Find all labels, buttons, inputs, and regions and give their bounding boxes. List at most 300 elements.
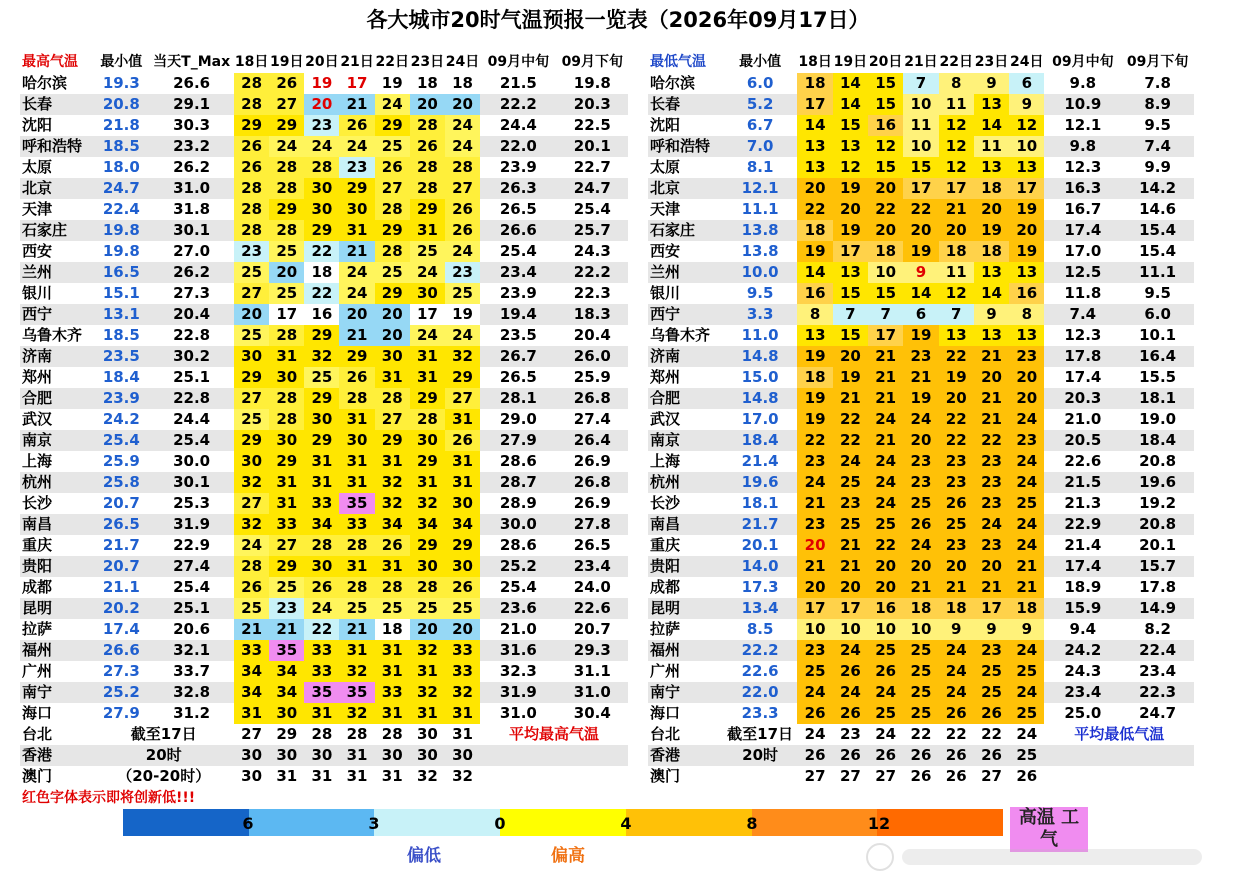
day-temp: 15	[903, 157, 938, 178]
day-temp: 31	[452, 725, 473, 743]
day-temp: 30	[304, 178, 339, 199]
min-value: 17.4	[102, 620, 140, 638]
day-temp: 21	[974, 346, 1009, 367]
min-value: 21.4	[741, 452, 779, 470]
mid-month-value: 28.6	[499, 536, 537, 554]
day-temp: 21	[339, 241, 374, 262]
late-month-value: 27.4	[573, 410, 611, 428]
header-cell: 最高气温	[22, 54, 78, 70]
late-month-value: 17.8	[1139, 578, 1177, 596]
mid-month-value: 10.9	[1044, 94, 1121, 115]
mid-month-value: 12.5	[1044, 262, 1121, 283]
min-value: 20.1	[741, 536, 779, 554]
city-row	[20, 178, 628, 199]
min-value: 24.2	[102, 410, 140, 428]
mid-month-value: 28.9	[499, 494, 537, 512]
day-temp: 25	[1009, 703, 1044, 724]
extra-row	[20, 766, 628, 787]
city-name: 西宁	[20, 304, 93, 325]
city-name: 广州	[22, 662, 53, 680]
day-temp: 30	[445, 493, 480, 514]
mid-month-value: 21.5	[1044, 472, 1121, 493]
day-temp: 22	[974, 430, 1009, 451]
day-temp: 13	[797, 157, 832, 178]
mid-month-value: 17.0	[1064, 242, 1102, 260]
note-text: 截至17日	[130, 725, 197, 743]
tmax-value: 30.3	[173, 116, 211, 134]
day-temp: 35	[304, 682, 339, 703]
tmax-value: 22.8	[173, 326, 211, 344]
day-temp: 12	[939, 115, 974, 136]
late-month-value: 8.9	[1121, 94, 1194, 115]
late-month-value: 31.0	[557, 682, 628, 703]
mid-month-value: 17.8	[1044, 346, 1121, 367]
city-row	[648, 577, 1194, 598]
average-label: 平均最低气温	[1074, 725, 1165, 743]
day-temp: 24	[269, 136, 304, 157]
day-temp: 27	[445, 388, 480, 409]
day-temp: 22	[939, 346, 974, 367]
extra-row	[20, 724, 628, 745]
day-temp: 32	[410, 682, 445, 703]
day-temp: 14	[797, 115, 832, 136]
day-temp: 14	[974, 115, 1009, 136]
header-cell: 最小值	[739, 54, 782, 70]
city-name: 台北	[650, 725, 681, 743]
day-temp: 33	[445, 640, 480, 661]
late-month-value: 26.8	[557, 388, 628, 409]
day-temp: 31	[339, 640, 374, 661]
day-temp: 17	[269, 304, 304, 325]
day-temp: 32	[375, 472, 410, 493]
day-temp: 21	[797, 493, 832, 514]
city-row	[20, 661, 628, 682]
min-value: 13.4	[723, 598, 798, 619]
day-temp: 27	[269, 535, 304, 556]
day-temp: 29	[269, 451, 304, 472]
city-row	[648, 136, 1194, 157]
day-temp: 31	[410, 220, 445, 241]
tmax-value: 25.1	[149, 598, 234, 619]
city-name: 成都	[650, 578, 681, 596]
day-temp: 24	[868, 493, 903, 514]
tmax-value: 25.4	[149, 430, 234, 451]
city-name: 澳门	[22, 767, 53, 785]
day-temp: 28	[410, 178, 445, 199]
day-temp: 18	[304, 262, 339, 283]
day-temp: 24	[903, 409, 938, 430]
day-temp: 30	[304, 199, 339, 220]
day-temp: 22	[797, 199, 832, 220]
day-temp: 24	[939, 682, 974, 703]
city-row	[20, 640, 628, 661]
min-value: 17.3	[741, 578, 779, 596]
late-month-value: 20.3	[557, 94, 628, 115]
mid-month-value: 9.8	[1069, 74, 1097, 92]
day-temp: 9	[903, 262, 938, 283]
day-temp: 24	[875, 725, 897, 743]
min-value: 20.8	[93, 94, 149, 115]
day-temp: 24	[410, 325, 445, 346]
late-month-value: 22.3	[573, 284, 611, 302]
min-value: 9.5	[746, 284, 774, 302]
late-month-value: 24.7	[1139, 704, 1177, 722]
city-row	[20, 199, 628, 220]
day-temp: 27	[241, 725, 263, 743]
mid-month-value: 15.9	[1044, 598, 1121, 619]
min-value: 6.0	[746, 74, 774, 92]
min-value: 20.2	[93, 598, 149, 619]
day-temp: 26	[939, 703, 974, 724]
late-month-value: 24.0	[573, 578, 611, 596]
day-temp: 25	[833, 514, 868, 535]
day-temp: 26	[234, 136, 269, 157]
min-value: 7.0	[723, 136, 798, 157]
city-row	[20, 598, 628, 619]
day-temp: 18	[797, 367, 832, 388]
day-temp: 30	[269, 367, 304, 388]
city-row	[20, 619, 628, 640]
min-value: 23.5	[93, 346, 149, 367]
day-temp: 23	[339, 157, 374, 178]
mid-month-value: 27.9	[480, 430, 557, 451]
day-temp: 24	[445, 115, 480, 136]
note-text: （20-20时）	[117, 767, 211, 785]
city-row	[20, 283, 628, 304]
day-temp: 31	[311, 767, 333, 785]
day-temp: 24	[1016, 725, 1038, 743]
day-temp: 9	[974, 304, 1009, 325]
day-temp: 9	[1009, 619, 1044, 640]
day-temp: 31	[346, 767, 368, 785]
day-temp: 17	[410, 304, 445, 325]
day-temp: 23	[1009, 430, 1044, 451]
day-temp: 33	[375, 682, 410, 703]
day-temp: 20	[1009, 388, 1044, 409]
day-temp: 21	[939, 577, 974, 598]
day-temp: 30	[234, 346, 269, 367]
city-name: 济南	[20, 346, 93, 367]
late-month-value: 16.4	[1121, 346, 1194, 367]
day-temp: 18	[1009, 598, 1044, 619]
mid-month-value: 21.0	[499, 620, 537, 638]
tmax-value: 29.1	[149, 94, 234, 115]
day-temp: 19	[797, 241, 832, 262]
city-name: 南京	[20, 430, 93, 451]
mid-month-value: 21.4	[1064, 536, 1102, 554]
day-temp: 31	[276, 767, 298, 785]
day-temp: 26	[445, 220, 480, 241]
day-temp: 28	[234, 556, 269, 577]
day-temp: 30	[410, 745, 445, 766]
day-temp: 28	[410, 115, 445, 136]
day-temp: 8	[797, 304, 832, 325]
day-temp: 24	[939, 640, 974, 661]
day-temp: 27	[445, 178, 480, 199]
day-temp: 30	[339, 430, 374, 451]
day-temp: 31	[304, 472, 339, 493]
day-temp: 26	[410, 136, 445, 157]
late-month-value: 15.5	[1139, 368, 1177, 386]
day-temp: 23	[903, 472, 938, 493]
day-temp: 26	[797, 745, 832, 766]
mid-month-value: 21.0	[1064, 410, 1102, 428]
city-name: 昆明	[648, 598, 723, 619]
min-value: 19.3	[102, 74, 140, 92]
city-name: 贵阳	[20, 556, 93, 577]
day-temp: 22	[910, 725, 932, 743]
day-temp: 24	[445, 241, 480, 262]
day-temp: 31	[269, 493, 304, 514]
day-temp: 30	[269, 430, 304, 451]
day-temp: 26	[974, 703, 1009, 724]
day-temp: 24	[833, 682, 868, 703]
late-month-value: 24.3	[573, 242, 611, 260]
header-cell: 当天T_Max	[153, 54, 231, 70]
late-month-value: 14.2	[1121, 178, 1194, 199]
mid-month-value: 26.6	[480, 220, 557, 241]
day-temp: 30	[339, 199, 374, 220]
min-value: 22.2	[723, 640, 798, 661]
day-temp: 24	[1009, 472, 1044, 493]
day-temp: 9	[974, 619, 1009, 640]
day-temp: 33	[304, 640, 339, 661]
day-temp: 25	[974, 682, 1009, 703]
day-temp: 32	[339, 661, 374, 682]
day-temp: 7	[903, 73, 938, 94]
day-temp: 27	[875, 767, 897, 785]
day-temp: 24	[1009, 535, 1044, 556]
day-temp: 17	[797, 94, 832, 115]
day-temp: 27	[234, 493, 269, 514]
city-row	[20, 136, 628, 157]
min-value: 5.2	[723, 94, 798, 115]
tmax-value: 27.0	[173, 242, 211, 260]
city-row	[20, 682, 628, 703]
day-temp: 20	[234, 304, 269, 325]
day-temp: 20	[939, 556, 974, 577]
day-temp: 17	[1009, 178, 1044, 199]
mid-month-value: 25.4	[499, 242, 537, 260]
day-temp: 19	[939, 367, 974, 388]
late-month-value: 19.8	[573, 74, 611, 92]
day-temp: 25	[234, 409, 269, 430]
mid-month-value: 29.0	[499, 410, 537, 428]
late-month-value: 18.3	[557, 304, 628, 325]
tmax-value: 30.2	[149, 346, 234, 367]
day-temp: 24	[833, 451, 868, 472]
day-temp: 7	[868, 304, 903, 325]
mid-month-value: 23.9	[499, 284, 537, 302]
day-temp: 24	[974, 514, 1009, 535]
day-temp: 19	[833, 178, 868, 199]
day-temp: 26	[339, 115, 374, 136]
min-value: 25.8	[93, 472, 149, 493]
header-cell: 23日	[410, 54, 445, 70]
city-name: 广州	[650, 662, 681, 680]
day-temp: 26	[304, 577, 339, 598]
day-temp: 25	[234, 598, 269, 619]
city-row	[648, 703, 1194, 724]
day-temp: 28	[410, 157, 445, 178]
day-temp: 23	[445, 262, 480, 283]
legend-swatch	[123, 809, 249, 836]
city-row	[20, 514, 628, 535]
day-temp: 21	[833, 556, 868, 577]
average-label	[1044, 766, 1194, 787]
tmax-value: 27.3	[173, 284, 211, 302]
mid-month-value: 26.5	[499, 200, 537, 218]
day-temp: 24	[833, 640, 868, 661]
city-row	[20, 388, 628, 409]
day-temp: 26	[375, 535, 410, 556]
header-cell: 20日	[305, 54, 339, 70]
late-month-value: 22.6	[557, 598, 628, 619]
city-row	[648, 94, 1194, 115]
min-value: 18.4	[723, 430, 798, 451]
day-temp: 34	[445, 514, 480, 535]
city-name: 杭州	[20, 472, 93, 493]
extra-row	[648, 724, 1194, 745]
legend-warm-word: 偏高	[551, 846, 585, 866]
day-temp: 24	[797, 682, 832, 703]
day-temp: 19	[833, 220, 868, 241]
min-value: 19.8	[102, 242, 140, 260]
day-temp: 28	[234, 178, 269, 199]
day-temp: 25	[903, 640, 938, 661]
min-value: 16.5	[93, 262, 149, 283]
day-temp: 28	[339, 577, 374, 598]
day-temp: 20	[868, 577, 903, 598]
min-value: 8.5	[746, 620, 774, 638]
day-temp: 34	[269, 661, 304, 682]
day-temp: 22	[304, 619, 339, 640]
legend-swatch	[752, 809, 878, 836]
mid-month-value: 26.5	[499, 368, 537, 386]
day-temp: 19	[1009, 199, 1044, 220]
day-temp: 10	[833, 619, 868, 640]
day-temp: 29	[304, 325, 339, 346]
city-row	[648, 304, 1194, 325]
header-cell: 21日	[904, 54, 938, 70]
city-row	[20, 325, 628, 346]
min-value: 15.1	[102, 284, 140, 302]
day-temp: 18	[797, 220, 832, 241]
day-temp: 18	[939, 598, 974, 619]
tmax-value: 31.2	[173, 704, 211, 722]
day-temp: 24	[1009, 682, 1044, 703]
day-temp: 20	[445, 94, 480, 115]
day-temp: 25	[269, 283, 304, 304]
day-temp: 14	[833, 73, 868, 94]
day-temp: 24	[1009, 514, 1044, 535]
city-row	[648, 73, 1194, 94]
mid-month-value: 28.1	[480, 388, 557, 409]
day-temp: 20	[974, 556, 1009, 577]
city-name: 哈尔滨	[22, 74, 68, 92]
late-month-value: 31.1	[573, 662, 611, 680]
city-name: 哈尔滨	[650, 74, 696, 92]
min-value: 24.7	[93, 178, 149, 199]
day-temp: 31	[445, 472, 480, 493]
min-value: 17.0	[741, 410, 779, 428]
day-temp: 18	[974, 241, 1009, 262]
day-temp: 24	[868, 682, 903, 703]
day-temp: 29	[410, 199, 445, 220]
tmax-value: 25.3	[173, 494, 211, 512]
late-month-value: 22.7	[573, 158, 611, 176]
min-value: 25.4	[93, 430, 149, 451]
day-temp: 13	[1009, 262, 1044, 283]
day-temp: 30	[445, 745, 480, 766]
day-temp: 20	[410, 94, 445, 115]
day-temp: 24	[1009, 451, 1044, 472]
day-temp: 12	[939, 157, 974, 178]
city-row	[648, 619, 1194, 640]
day-temp: 19	[445, 304, 480, 325]
mid-month-value: 12.3	[1064, 326, 1102, 344]
mid-month-value: 25.4	[499, 578, 537, 596]
city-name: 太原	[650, 158, 681, 176]
mid-month-value: 11.8	[1064, 284, 1102, 302]
day-temp: 6	[903, 304, 938, 325]
day-temp: 30	[241, 767, 263, 785]
day-temp: 29	[339, 178, 374, 199]
day-temp: 13	[974, 94, 1009, 115]
day-temp: 20	[797, 577, 832, 598]
city-name: 拉萨	[650, 620, 681, 638]
day-temp: 25	[269, 577, 304, 598]
day-temp: 33	[304, 493, 339, 514]
tmax-value: 26.2	[173, 158, 211, 176]
header-cell: 20日	[868, 54, 903, 70]
day-temp: 25	[375, 598, 410, 619]
min-value: 13.8	[723, 220, 798, 241]
day-temp: 23	[974, 472, 1009, 493]
day-temp: 13	[974, 262, 1009, 283]
tmax-value: 25.4	[173, 578, 211, 596]
min-value: 21.1	[102, 578, 140, 596]
day-temp: 23	[974, 640, 1009, 661]
header-cell: 19日	[270, 54, 304, 70]
day-temp: 32	[339, 703, 374, 724]
day-temp: 19	[797, 409, 832, 430]
day-temp: 23	[1009, 346, 1044, 367]
day-temp: 20	[375, 304, 410, 325]
day-temp: 11	[974, 136, 1009, 157]
tmax-value: 31.0	[149, 178, 234, 199]
legend-cold-word: 偏低	[407, 846, 441, 866]
mid-month-value: 32.3	[499, 662, 537, 680]
day-temp: 32	[445, 682, 480, 703]
city-row	[20, 157, 628, 178]
tmax-value: 31.8	[173, 200, 211, 218]
late-month-value: 22.2	[557, 262, 628, 283]
late-month-value: 26.4	[557, 430, 628, 451]
day-temp: 24	[1009, 640, 1044, 661]
late-month-value: 20.1	[1139, 536, 1177, 554]
day-temp: 27	[804, 767, 826, 785]
day-temp: 35	[339, 493, 374, 514]
tmax-value: 30.1	[149, 472, 234, 493]
day-temp: 10	[868, 262, 903, 283]
late-month-value: 14.9	[1121, 598, 1194, 619]
day-temp: 30	[269, 745, 304, 766]
city-row	[648, 640, 1194, 661]
min-value: 12.1	[723, 178, 798, 199]
late-month-value: 14.6	[1139, 200, 1177, 218]
day-temp: 24	[304, 136, 339, 157]
